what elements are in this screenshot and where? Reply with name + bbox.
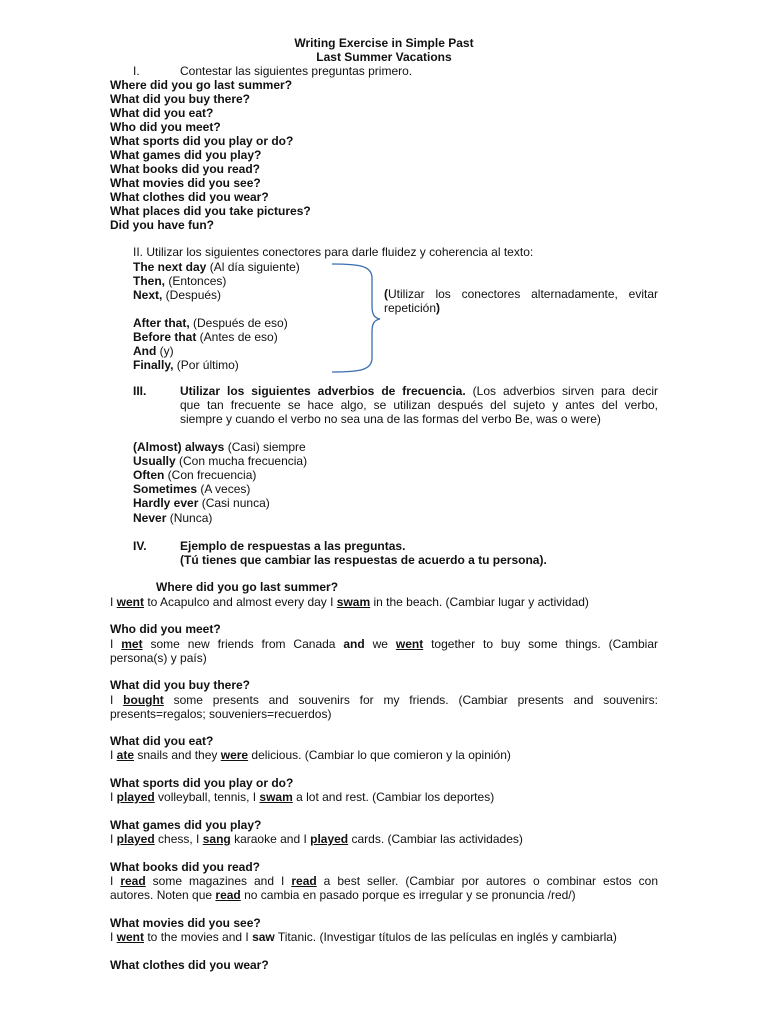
question-7: What books did you read? xyxy=(110,162,261,176)
example-6-question: What games did you play? xyxy=(110,818,262,832)
example-2-answer-line2: persona(s) y país) xyxy=(110,651,207,665)
example-9-question: What clothes did you wear? xyxy=(110,958,269,972)
document-title: Writing Exercise in Simple Past xyxy=(294,36,474,50)
question-6: What games did you play? xyxy=(110,148,262,162)
section-4-number: IV. xyxy=(133,539,147,553)
example-3-answer: I bought some presents and souvenirs for my friends. (Cambiar presents and souvenirs: xyxy=(110,693,658,707)
example-8-question: What movies did you see? xyxy=(110,916,261,930)
section-1-number: I. xyxy=(133,64,140,78)
connector-3: Next, (Después) xyxy=(133,288,222,302)
connector-6: And (y) xyxy=(133,344,174,358)
adverb-4: Sometimes (A veces) xyxy=(133,482,251,496)
question-2: What did you buy there? xyxy=(110,92,250,106)
right-brace-icon xyxy=(330,262,382,374)
connector-note-line2: repetición) xyxy=(384,301,441,315)
section-3-heading: Utilizar los siguientes adverbios de frecuencia. (Los adverbios sirven para decir xyxy=(180,384,658,398)
example-7-question: What books did you read? xyxy=(110,860,261,874)
example-7-answer-line2: autores. Noten que read no cambia en pasado porque es irregular y se pronuncia /red/) xyxy=(110,888,576,902)
example-4-question: What did you eat? xyxy=(110,734,214,748)
question-4: Who did you meet? xyxy=(110,120,221,134)
question-11: Did you have fun? xyxy=(110,218,215,232)
connector-7: Finally, (Por último) xyxy=(133,358,239,372)
adverb-5: Hardly ever (Casi nunca) xyxy=(133,496,270,510)
example-4-answer: I ate snails and they were delicious. (Cambiar lo que comieron y la opinión) xyxy=(110,748,511,762)
connector-note: (Utilizar los conectores alternadamente, evitar xyxy=(384,287,658,301)
document-subtitle: Last Summer Vacations xyxy=(316,50,452,64)
example-5-question: What sports did you play or do? xyxy=(110,776,294,790)
example-1-question: Where did you go last summer? xyxy=(156,580,339,594)
section-3-line2: que tan frecuente se hace algo, se utilizan después del sujeto y antes del verbo, xyxy=(180,398,658,412)
section-1-heading: Contestar las siguientes preguntas primero. xyxy=(180,64,413,78)
example-2-answer: I met some new friends from Canada and we went together to buy some things. (Cambiar xyxy=(110,637,659,651)
example-3-answer-line2: presents=regalos; souveniers=recuerdos) xyxy=(110,707,332,721)
connector-1: The next day (Al día siguiente) xyxy=(133,260,300,274)
example-2-question: Who did you meet? xyxy=(110,622,221,636)
connector-4: After that, (Después de eso) xyxy=(133,316,288,330)
section-4-heading: Ejemplo de respuestas a las preguntas. xyxy=(180,539,406,553)
question-9: What clothes did you wear? xyxy=(110,190,269,204)
adverb-1: (Almost) always (Casi) siempre xyxy=(133,440,306,454)
connector-2: Then, (Entonces) xyxy=(133,274,227,288)
example-8-answer: I went to the movies and I saw Titanic. (Investigar títulos de las películas en inglés y cambiarla) xyxy=(110,930,617,944)
example-5-answer: I played volleyball, tennis, I swam a lot and rest. (Cambiar los deportes) xyxy=(110,790,495,804)
adverb-6: Never (Nunca) xyxy=(133,511,213,525)
example-6-answer: I played chess, I sang karaoke and I played cards. (Cambiar las actividades) xyxy=(110,832,523,846)
example-7-answer: I read some magazines and I read a best seller. (Cambiar por autores o combinar estos con xyxy=(110,874,659,888)
question-3: What did you eat? xyxy=(110,106,214,120)
section-3-number: III. xyxy=(133,384,147,398)
question-1: Where did you go last summer? xyxy=(110,78,293,92)
section-3-line3: siempre y cuando el verbo no sea una de las formas del verbo Be, was o were) xyxy=(180,412,601,426)
question-10: What places did you take pictures? xyxy=(110,204,311,218)
question-8: What movies did you see? xyxy=(110,176,261,190)
section-4-subheading: (Tú tienes que cambiar las respuestas de acuerdo a tu persona). xyxy=(180,553,547,567)
section-2-heading: II. Utilizar los siguientes conectores para darle fluidez y coherencia al texto: xyxy=(133,245,534,259)
question-5: What sports did you play or do? xyxy=(110,134,294,148)
adverb-3: Often (Con frecuencia) xyxy=(133,468,257,482)
example-3-question: What did you buy there? xyxy=(110,678,250,692)
example-1-answer: I went to Acapulco and almost every day I swam in the beach. (Cambiar lugar y actividad) xyxy=(110,595,589,609)
adverb-2: Usually (Con mucha frecuencia) xyxy=(133,454,308,468)
connector-5: Before that (Antes de eso) xyxy=(133,330,278,344)
